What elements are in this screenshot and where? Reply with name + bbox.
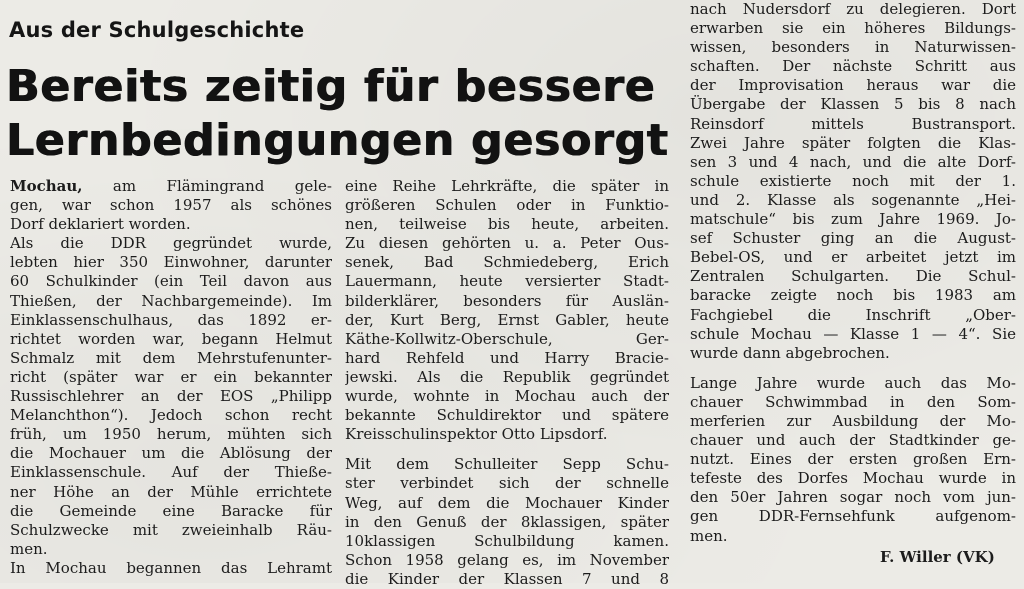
text-span: Zu diesen gehörten u. a. Peter Ous-	[345, 234, 669, 253]
text-span: ner Höhe an der Mühle errichtete	[10, 482, 332, 501]
text-line	[345, 474, 669, 493]
text-line	[10, 272, 332, 291]
text-span: Lange Jahre wurde auch das Mo-	[690, 373, 1016, 392]
text-span: richtet worden war, begann Helmut	[10, 329, 332, 348]
text-span: früh, um 1950 herum, mühten sich	[10, 425, 332, 444]
text-span: erwarben sie ein höheres Bildungs-	[690, 19, 1016, 38]
text-line	[345, 368, 669, 387]
dateline: Mochau,	[10, 177, 83, 195]
text-line	[690, 527, 1016, 546]
text-span: Einklassenschulhaus, das 1892 er-	[10, 310, 332, 329]
text-line	[345, 196, 669, 215]
text-line	[345, 253, 669, 272]
text-line	[10, 311, 332, 330]
text-line	[690, 19, 1016, 38]
text-line	[690, 229, 1016, 248]
text-span: Einklassenschule. Auf der Thieße-	[10, 463, 332, 482]
text-line	[10, 463, 332, 482]
text-span: Zwei Jahre später folgten die Klas-	[690, 133, 1016, 152]
article-column-3	[690, 0, 1016, 546]
text-line	[345, 406, 669, 425]
text-span: Käthe-Kollwitz-Oberschule, Ger-	[345, 329, 669, 348]
text-line	[345, 215, 669, 234]
text-span: bekannte Schuldirektor und spätere	[345, 406, 669, 425]
text-line	[690, 393, 1016, 412]
text-span: chauer Schwimmbad in den Som-	[690, 392, 1016, 411]
text-line	[10, 540, 332, 559]
text-line	[690, 38, 1016, 57]
text-line	[690, 191, 1016, 210]
text-line	[345, 272, 669, 291]
text-line	[10, 521, 332, 540]
text-span: Russischlehrer an der EOS „Philipp	[10, 387, 332, 406]
text-span: schaften. Der nächste Schritt aus	[690, 57, 1016, 76]
text-line	[345, 551, 669, 570]
text-line	[690, 115, 1016, 134]
text-line	[690, 374, 1016, 393]
text-line	[690, 153, 1016, 172]
text-span: die Kinder der Klassen 7 und 8	[345, 569, 669, 588]
text-span: die Gemeinde eine Baracke für	[10, 501, 332, 520]
text-span: Mit dem Schulleiter Sepp Schu-	[345, 455, 669, 474]
text-span: chauer und auch der Stadtkinder ge-	[690, 431, 1016, 450]
text-line	[10, 196, 332, 215]
text-span: am Flämingrand gele-	[82, 177, 332, 195]
text-line	[690, 412, 1016, 431]
text-span: wissen, besonders in Naturwissen-	[690, 38, 1016, 57]
article-column-1	[10, 177, 332, 578]
text-span: Als die DDR gegründet wurde,	[10, 234, 332, 253]
text-line	[10, 177, 332, 196]
text-line	[690, 0, 1016, 19]
text-span: gen, war schon 1957 als schönes	[10, 196, 332, 215]
text-span: die Mochauer um die Ablösung der	[10, 444, 332, 463]
text-line	[690, 134, 1016, 153]
text-span: Bebel-OS, und er arbeitet jetzt im	[690, 248, 1016, 267]
text-line	[690, 344, 1016, 363]
text-line	[10, 559, 332, 578]
text-span: nen, teilweise bis heute, arbeiten.	[345, 215, 669, 234]
text-span: Schmalz mit dem Mehrstufenunter-	[10, 348, 332, 367]
text-span: in den Genuß der 8klassigen, später	[345, 512, 669, 531]
text-span: matschule“ bis zum Jahre 1969. Jo-	[690, 210, 1016, 229]
text-line	[345, 455, 669, 474]
text-span: der, Kurt Berg, Ernst Gabler, heute	[345, 310, 669, 329]
text-line	[10, 368, 332, 387]
text-line	[345, 532, 669, 551]
text-span: richt (später war er ein bekannter	[10, 367, 332, 386]
text-line	[690, 267, 1016, 286]
author-signature: F. Willer (VK)	[880, 548, 995, 566]
text-line	[345, 330, 669, 349]
text-span: men.	[690, 526, 728, 545]
text-line	[345, 387, 669, 406]
text-span: nutzt. Eines der ersten großen Ern-	[690, 450, 1016, 469]
article-headline	[6, 60, 669, 168]
text-span: Kreisschulinspektor Otto Lipsdorf.	[345, 425, 608, 444]
text-span: Thießen, der Nachbargemeinde). Im	[10, 291, 332, 310]
text-line	[10, 483, 332, 502]
text-span: In Mochau begannen das Lehramt	[10, 558, 332, 577]
text-span: eine Reihe Lehrkräfte, die später in	[345, 177, 669, 195]
kicker-heading: Aus der Schulgeschichte	[9, 18, 305, 42]
text-span: Schon 1958 gelang es, im November	[345, 550, 669, 569]
text-span: Lauermann, heute versierter Stadt-	[345, 272, 669, 291]
text-span: 10klassigen Schulbildung kamen.	[345, 531, 669, 550]
text-line	[690, 172, 1016, 191]
text-line	[690, 76, 1016, 95]
text-line	[690, 431, 1016, 450]
text-span: baracke zeigte noch bis 1983 am	[690, 286, 1016, 305]
text-line	[10, 330, 332, 349]
text-line	[10, 215, 332, 234]
text-span: wurde, wohnte in Mochau auch der	[345, 387, 669, 406]
text-span: sef Schuster ging an die August-	[690, 229, 1016, 248]
text-line	[10, 349, 332, 368]
text-line	[690, 248, 1016, 267]
headline-line-1: Bereits zeitig für bessere	[6, 61, 656, 112]
text-line	[10, 444, 332, 463]
text-line	[345, 311, 669, 330]
text-line	[690, 488, 1016, 507]
text-line	[345, 570, 669, 589]
text-line	[690, 210, 1016, 229]
text-span: lebten hier 350 Einwohner, darunter	[10, 253, 332, 272]
text-span: Übergabe der Klassen 5 bis 8 nach	[690, 95, 1016, 114]
text-line	[345, 292, 669, 311]
text-span: nach Nudersdorf zu delegieren. Dort	[690, 0, 1016, 18]
text-span: gen DDR-Fernsehfunk aufgenom-	[690, 507, 1016, 526]
text-line	[345, 425, 669, 444]
text-line	[10, 425, 332, 444]
text-span: der Improvisation heraus war die	[690, 76, 1016, 95]
headline-line-2: Lernbedingungen gesorgt	[6, 115, 669, 166]
text-span: schule existierte noch mit der 1.	[690, 171, 1016, 190]
text-line	[10, 502, 332, 521]
article-column-2	[345, 177, 669, 589]
text-line	[345, 177, 669, 196]
text-span: Fachgiebel die Inschrift „Ober-	[690, 305, 1016, 324]
text-span: senek, Bad Schmiedeberg, Erich	[345, 253, 669, 272]
text-line	[10, 234, 332, 253]
text-span: jewski. Als die Republik gegründet	[345, 367, 669, 386]
text-line	[690, 469, 1016, 488]
text-line	[345, 234, 669, 253]
text-span: Dorf deklariert worden.	[10, 215, 191, 234]
text-span: größeren Schulen oder in Funktio-	[345, 196, 669, 215]
text-span: den 50er Jahren sogar noch vom jun-	[690, 488, 1016, 507]
text-line	[690, 57, 1016, 76]
text-span: Zentralen Schulgarten. Die Schul-	[690, 267, 1016, 286]
text-span: schule Mochau — Klasse 1 — 4“. Sie	[690, 324, 1016, 343]
text-line	[345, 494, 669, 513]
text-span: tefeste des Dorfes Mochau wurde in	[690, 469, 1016, 488]
text-span: Melanchthon“). Jedoch schon recht	[10, 406, 332, 425]
text-span: Weg, auf dem die Mochauer Kinder	[345, 493, 669, 512]
text-span: und 2. Klasse als sogenannte „Hei-	[690, 190, 1016, 209]
text-span: hard Rehfeld und Harry Bracie-	[345, 348, 669, 367]
text-span: Schulzwecke mit zweieinhalb Räu-	[10, 520, 332, 539]
text-span: ster verbindet sich der schnelle	[345, 474, 669, 493]
text-line	[10, 387, 332, 406]
text-line	[690, 325, 1016, 344]
text-span: 60 Schulkinder (ein Teil davon aus	[10, 272, 332, 291]
text-span: men.	[10, 539, 48, 558]
text-span: bilderklärer, besonders für Auslän-	[345, 291, 669, 310]
text-span: sen 3 und 4 nach, und die alte Dorf-	[690, 152, 1016, 171]
text-line	[690, 95, 1016, 114]
text-line	[10, 253, 332, 272]
text-span: wurde dann abgebrochen.	[690, 343, 890, 362]
text-line	[10, 406, 332, 425]
text-line	[345, 349, 669, 368]
text-line	[690, 306, 1016, 325]
text-line	[345, 513, 669, 532]
text-line	[690, 286, 1016, 305]
text-line	[690, 450, 1016, 469]
text-span: merferien zur Ausbildung der Mo-	[690, 411, 1016, 430]
text-span: Reinsdorf mittels Bustransport.	[690, 114, 1016, 133]
text-line	[10, 292, 332, 311]
text-line	[690, 507, 1016, 526]
